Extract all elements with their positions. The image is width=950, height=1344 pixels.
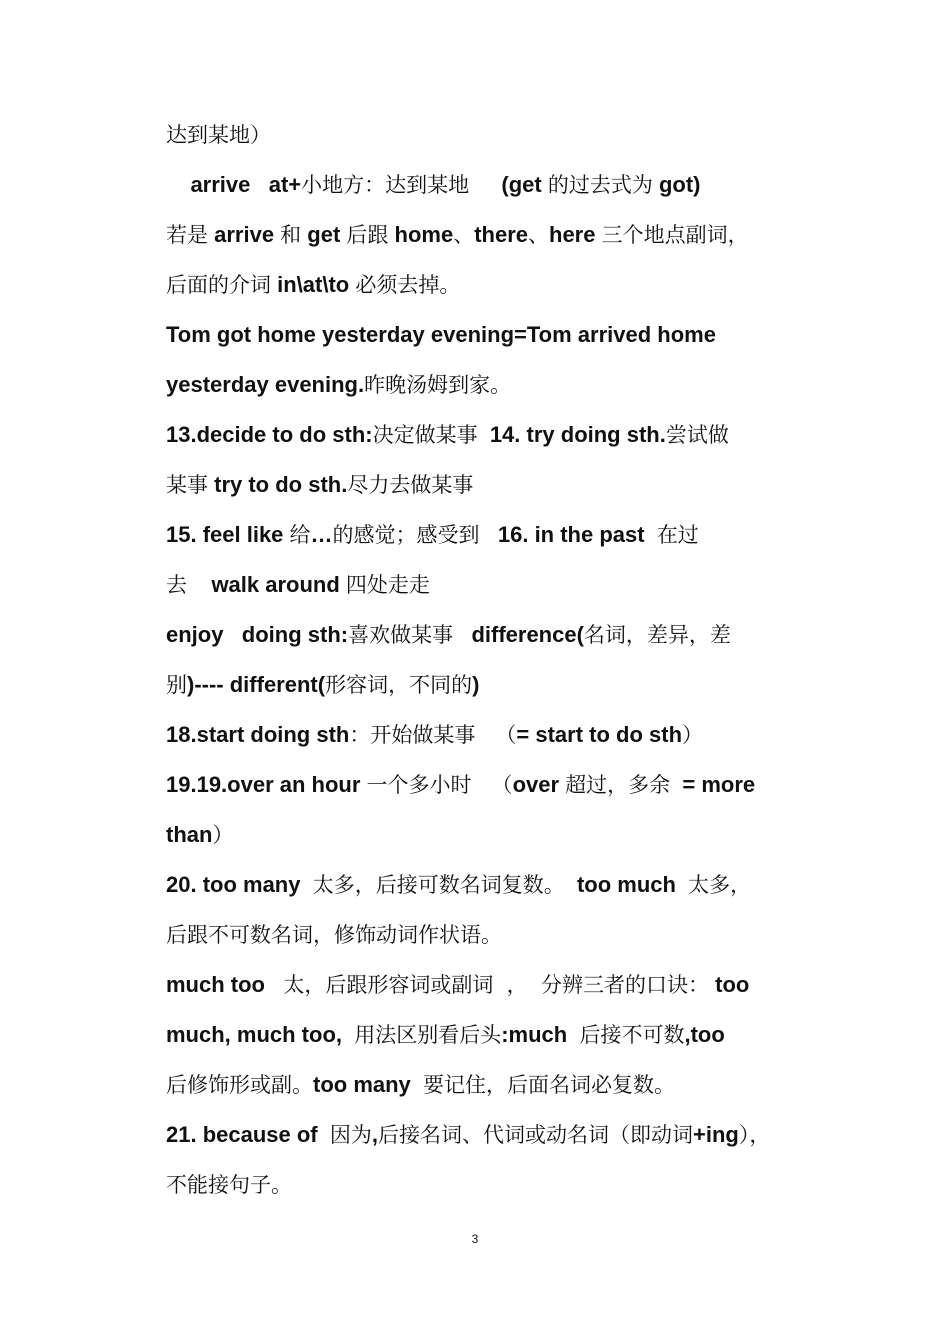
bold-text-segment: get [301,222,347,247]
bold-text-segment: 19.19.over an hour [166,772,367,797]
text-segment: 必须去掉。 [355,273,461,297]
text-line [166,410,826,460]
bold-text-segment: walk around [187,572,346,597]
bold-text-segment: too [709,972,750,997]
bold-text-segment: arrive [208,222,281,247]
text-line [166,760,826,810]
text-line [166,210,826,260]
bold-text-segment: too much [564,872,689,897]
text-segment: 用法区别看后头 [354,1023,502,1047]
text-line [166,1160,826,1210]
bold-text-segment: arrive at+ [166,172,302,197]
text-segment: 尽力去做某事 [347,473,474,497]
bold-text-segment: ,too [684,1022,725,1047]
bold-text-segment: yesterday evening. [166,372,365,397]
bold-text-segment: got) [652,172,701,197]
bold-text-segment: 15. feel like [166,522,290,547]
text-segment: ）， [738,1123,771,1147]
text-segment: 后接名词、代词或动名词（即动词 [377,1123,693,1147]
text-line [166,1010,826,1060]
bold-text-segment: home [388,222,454,247]
text-line [166,510,826,560]
bold-text-segment: 21. because of [166,1122,330,1147]
bold-text-segment: (get [489,172,548,197]
text-line [166,360,826,410]
text-segment: 后接不可数 [579,1023,685,1047]
text-line [166,1060,826,1110]
text-segment: 三个地点副词， [601,223,749,247]
text-segment: （ [475,723,517,747]
bold-text-segment: here [549,222,602,247]
text-segment: 后跟 [346,223,389,247]
text-segment: ） [682,723,704,747]
bold-text-segment: much, much too, [166,1022,355,1047]
text-line [166,810,826,860]
text-segment: ） [212,823,234,847]
text-segment: 不能接句子。 [166,1173,292,1197]
text-segment: 后面的介词 [166,273,271,297]
text-segment: 太多，后接可数名词复数。 [312,873,565,897]
bold-text-segment: , [371,1122,378,1147]
text-line [166,1110,826,1160]
text-segment: 太，后跟形容词或副词 [283,973,494,997]
text-segment: 分辨三者的口诀： [541,973,710,997]
text-segment: 的过去式为 [547,173,653,197]
text-segment: 后修饰形或副。 [166,1073,313,1097]
text-line [166,110,826,160]
text-segment: 给 [289,523,311,547]
text-segment: 喜欢做某事 [348,623,454,647]
text-segment: 、 [453,223,475,247]
text-line [166,160,826,210]
text-segment: 形容词，不同的 [325,673,473,697]
text-line [166,960,826,1010]
text-segment: 昨晚汤姆到家。 [364,373,512,397]
bold-text-segment: = more [670,772,756,797]
bold-text-segment: too many [313,1072,424,1097]
text-line [166,710,826,760]
bold-text-segment: +ing [692,1122,739,1147]
text-line [166,860,826,910]
text-segment: 名词，差异，差 [583,623,731,647]
text-segment: 若是 [166,223,208,247]
bold-text-segment: ) [472,672,480,697]
bold-text-segment: )---- different( [187,672,326,697]
text-segment: 在过 [656,523,699,547]
text-segment: 一个多小时 [366,773,472,797]
text-segment: 尝试做 [665,423,729,447]
bold-text-segment: :much [501,1022,580,1047]
text-segment: ：开始做某事 [349,723,476,747]
bold-text-segment: 18.start doing sth [166,722,350,747]
text-segment: ， [493,973,542,997]
bold-text-segment: there [474,222,528,247]
text-line [166,310,826,360]
text-line [166,460,826,510]
bold-text-segment: over [512,772,566,797]
bold-text-segment: = start to do sth [516,722,683,747]
text-segment: 小地方：达到某地 [301,173,490,197]
text-segment: 四处走走 [345,573,430,597]
text-segment: 的感觉；感受到 [332,523,480,547]
bold-text-segment: 20. too many [166,872,313,897]
bold-text-segment: much too [166,972,284,997]
text-segment: 超过，多余 [565,773,671,797]
bold-text-segment: than [166,822,213,847]
text-line [166,660,826,710]
text-segment: 达到某地） [166,123,271,147]
text-segment: 别 [166,673,187,697]
bold-text-segment: enjoy doing sth: [166,622,349,647]
text-line [166,260,826,310]
bold-text-segment: 16. in the past [479,522,657,547]
bold-text-segment: Tom got home yesterday evening=Tom arrived home [166,322,716,347]
text-segment: 要记住，后面名词必复数。 [423,1073,676,1097]
text-segment: 去 [166,573,187,597]
text-segment: 后跟不可数名词，修饰动词作状语。 [166,923,502,947]
page-number: 3 [471,1232,479,1246]
text-segment: 和 [280,223,302,247]
text-segment: 某事 [166,473,208,497]
text-segment: 太多， [688,873,752,897]
text-segment: （ [471,773,513,797]
bold-text-segment: 13.decide to do sth: [166,422,373,447]
text-segment: 决定做某事 [372,423,478,447]
text-line [166,610,826,660]
bold-text-segment: try to do sth. [208,472,348,497]
text-segment: 、 [528,223,549,247]
text-segment: 因为 [329,1123,372,1147]
bold-text-segment: in\at\to [271,272,356,297]
bold-text-segment: difference( [453,622,584,647]
text-line [166,910,826,960]
text-line [166,560,826,610]
bold-text-segment: … [310,522,333,547]
bold-text-segment: 14. try doing sth. [477,422,666,447]
